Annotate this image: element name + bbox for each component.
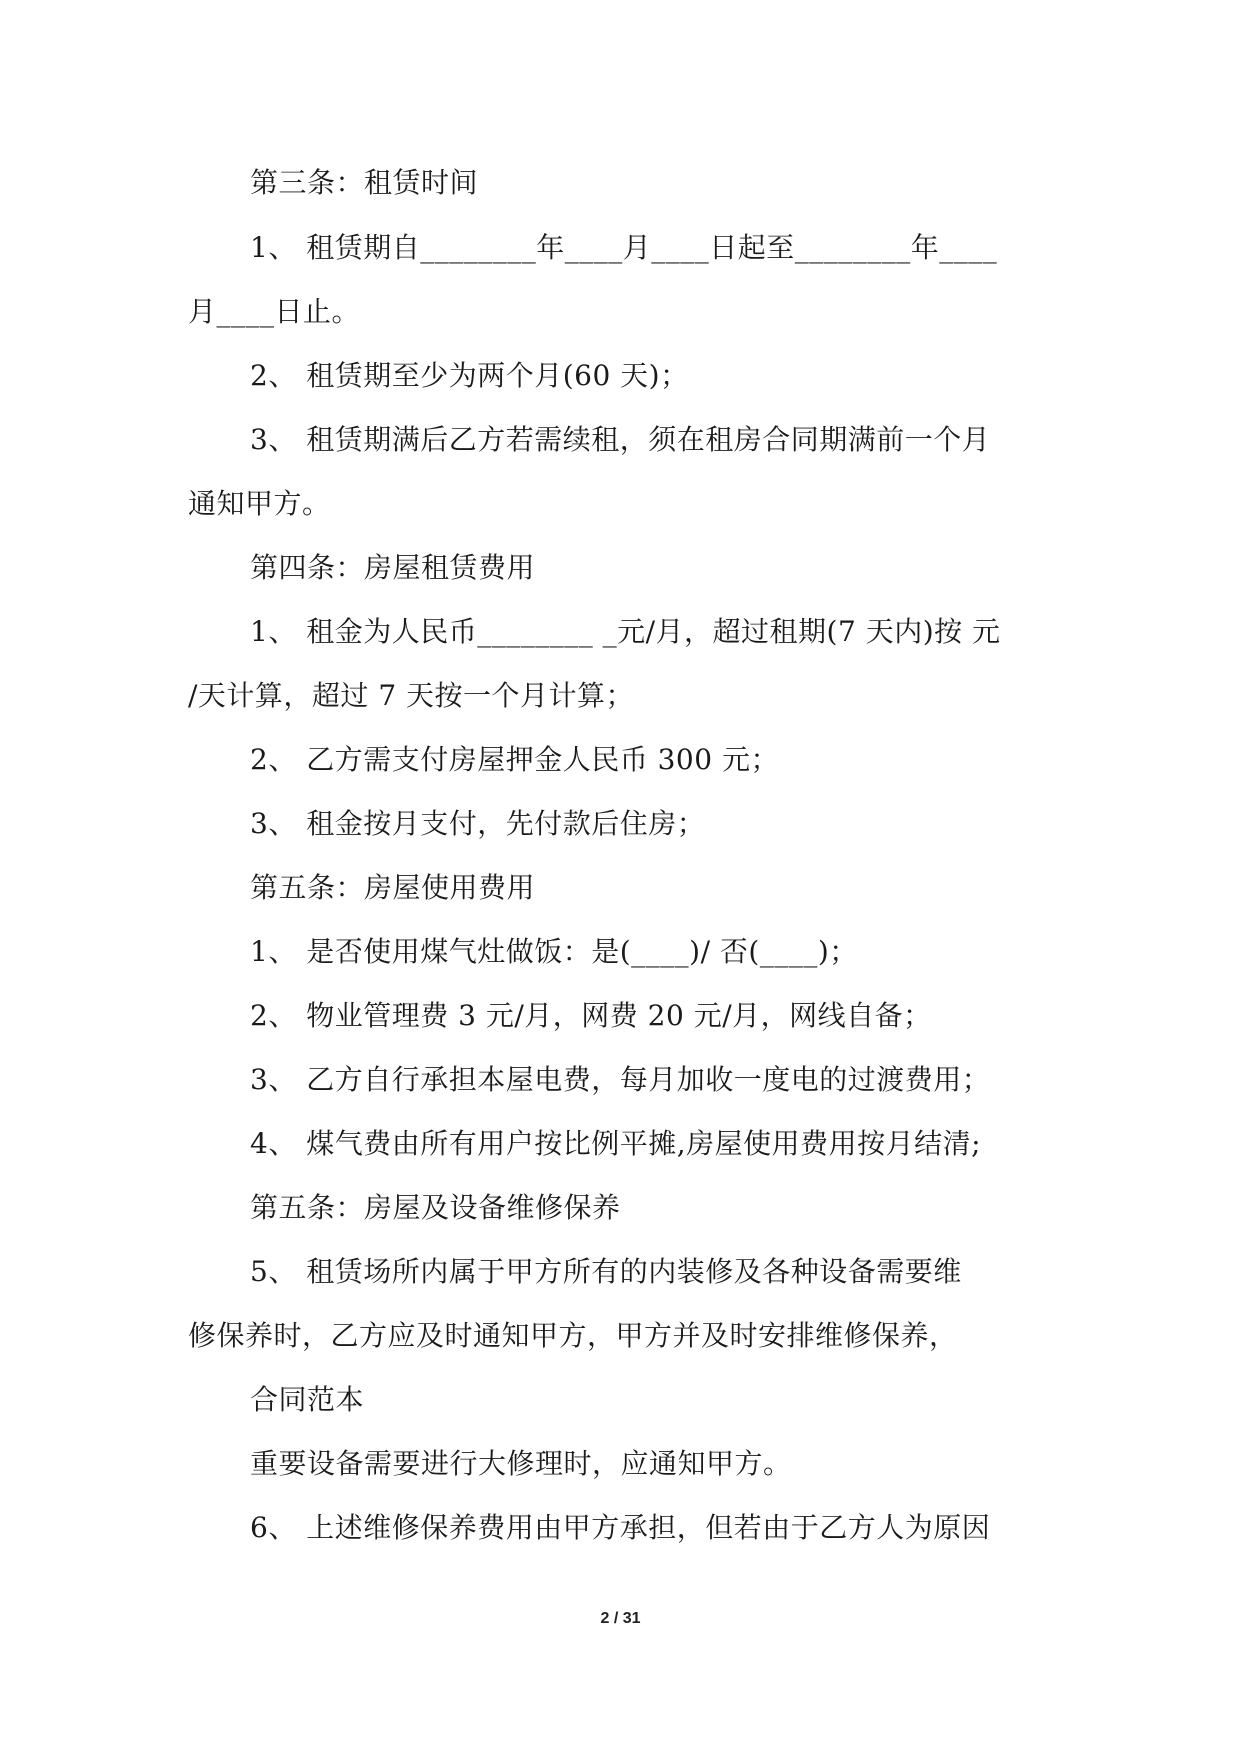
paragraph-line: 4、 煤气费由所有用户按比例平摊,房屋使用费用按月结清; xyxy=(250,1127,982,1160)
watermark-text: 合同范本 xyxy=(250,1383,365,1416)
article-3-heading: 第三条：租赁时间 xyxy=(250,166,479,199)
paragraph-line: 2、 物业管理费 3 元/月，网费 20 元/月，网线自备； xyxy=(250,999,932,1032)
paragraph-line: 修保养时，乙方应及时通知甲方，甲方并及时安排维修保养， xyxy=(188,1319,958,1352)
paragraph-line: /天计算，超过 7 天按一个月计算； xyxy=(188,679,635,712)
paragraph-line: 1、 租赁期自________年____月____日起至________年____ xyxy=(250,231,998,264)
paragraph-line: 2、 乙方需支付房屋押金人民币 300 元； xyxy=(250,743,779,776)
paragraph-line: 月____日止。 xyxy=(188,295,361,328)
paragraph-line: 1、 是否使用煤气灶做饭：是(____)/ 否(____)； xyxy=(250,935,858,968)
paragraph-line: 2、 租赁期至少为两个月(60 天)； xyxy=(250,359,689,392)
paragraph-line: 3、 租金按月支付，先付款后住房； xyxy=(250,807,706,840)
page-number: 2 / 31 xyxy=(600,1610,641,1627)
paragraph-line: 6、 上述维修保养费用由甲方承担，但若由于乙方人为原因 xyxy=(250,1511,991,1544)
paragraph-line: 5、 租赁场所内属于甲方所有的内装修及各种设备需要维 xyxy=(250,1255,962,1288)
paragraph-line: 重要设备需要进行大修理时，应通知甲方。 xyxy=(250,1447,792,1480)
article-5-heading: 第五条：房屋使用费用 xyxy=(250,871,536,904)
article-4-heading: 第四条：房屋租赁费用 xyxy=(250,551,536,584)
article-5b-heading: 第五条：房屋及设备维修保养 xyxy=(250,1191,621,1224)
paragraph-line: 通知甲方。 xyxy=(188,487,331,520)
paragraph-line: 3、 租赁期满后乙方若需续租，须在租房合同期满前一个月 xyxy=(250,423,991,456)
paragraph-line: 1、 租金为人民币________ _元/月，超过租期(7 天内)按 元 xyxy=(250,615,1001,648)
paragraph-line: 3、 乙方自行承担本屋电费，每月加收一度电的过渡费用； xyxy=(250,1063,991,1096)
